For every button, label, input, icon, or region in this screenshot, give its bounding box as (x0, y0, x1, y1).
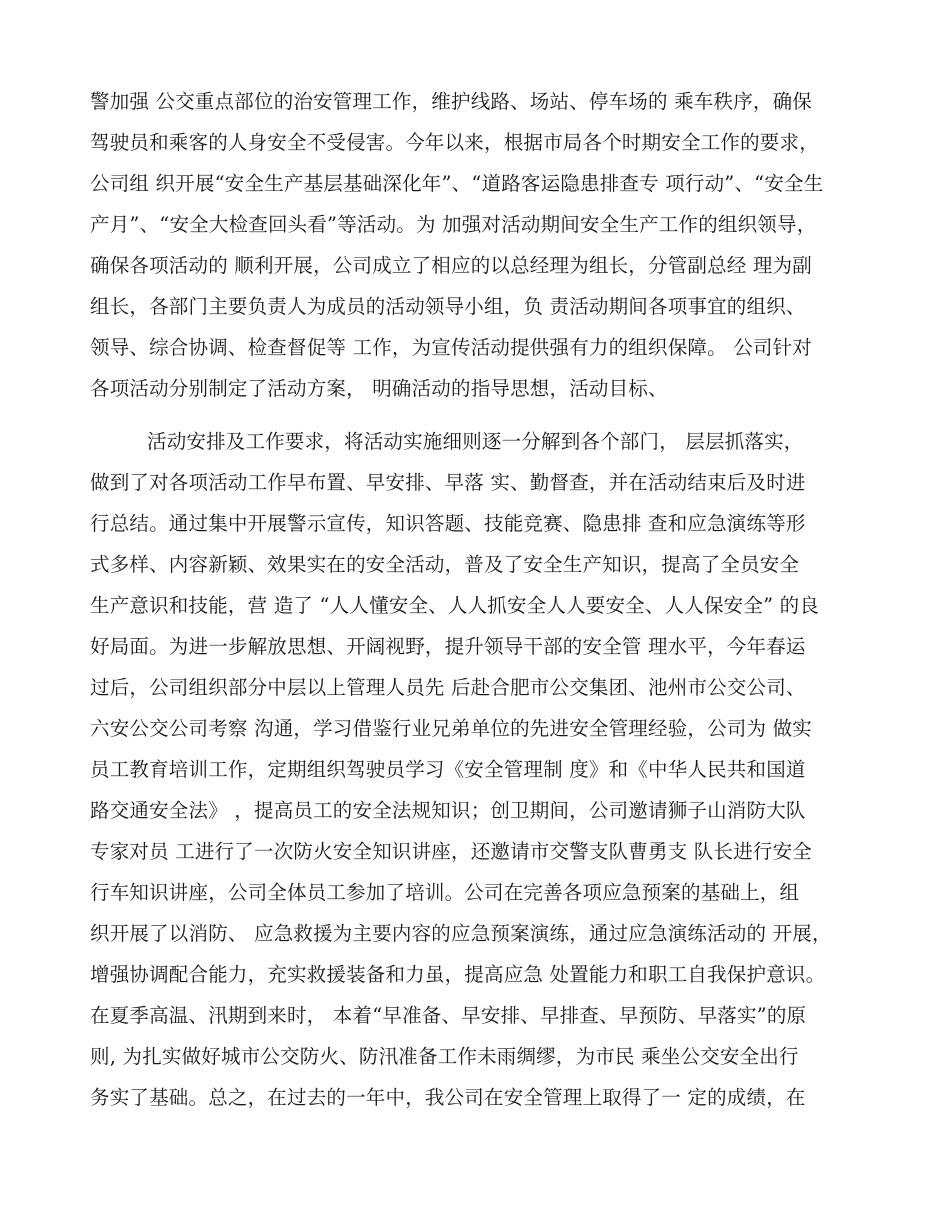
text-line: 路交通安全法》 ，提高员工的安全法规知识；创卫期间，公司邀请狮子山消防大队 (90, 799, 806, 822)
text-line: 组长，各部门主要负责人为成员的活动领导小组，负 责活动期间各项事宜的组织、 (90, 295, 806, 318)
text-line: 各项活动分别制定了活动方案， 明确活动的指导思想，活动目标、 (90, 377, 668, 400)
text-line: 确保各项活动的 顺利开展，公司成立了相应的以总经理为组长，分管副总经 理为副 (90, 254, 812, 277)
text-line: 织开展了以消防、 应急救援为主要内容的应急预案演练，通过应急演练活动的 开展， (90, 922, 832, 945)
text-line: 式多样、内容新颖、效果实在的安全活动，普及了安全生产知识，提高了全员安全 (90, 553, 800, 576)
text-line: 员工教育培训工作，定期组织驾驶员学习《安全管理制 度》和《中华人民共和国道 (90, 758, 806, 781)
text-line: 增强协调配合能力，充实救援装备和力虽，提高应急 处置能力和职工自我保护意识。 (90, 963, 826, 986)
text-line: 务实了基础。总之，在过去的一年中，我公司在安全管理上取得了一 定的成绩，在 (90, 1086, 806, 1109)
text-line: 警加强 公交重点部位的治安管理工作，维护线路、场站、停车场的 乘车秩序，确保 (90, 90, 812, 113)
text-line: 做到了对各项活动工作早布置、早安排、早落 实、勤督查，并在活动结束后及时进 (90, 471, 806, 494)
text-line: 生产意识和技能，营 造了 “人人懂安全、人人抓安全人人要安全、人人保安全” 的良 (90, 594, 820, 617)
text-line: 行车知识讲座，公司全体员工参加了培训。公司在完善各项应急预案的基础上，组 (90, 881, 800, 904)
text-line: 公司组 织开展“安全生产基层基础深化年”、“道路客运隐患排查专 项行动”、“安全生 (90, 172, 824, 195)
text-line: 则, 为扎实做好城市公交防火、防汛准备工作未雨绸缪，为市民 乘坐公交安全出行 (90, 1045, 799, 1068)
text-line: 活动安排及工作要求，将活动实施细则逐一分解到各个部门， 层层抓落实， (147, 430, 804, 453)
text-line: 过后，公司组织部分中层以上管理人员先 后赴合肥市公交集团、池州市公交公司、 (90, 676, 806, 699)
text-line: 专家对员 工进行了一次防火安全知识讲座，还邀请市交警支队曹勇支 队长进行安全 (90, 840, 812, 863)
text-line: 行总结。通过集中开展警示宣传，知识答题、技能竞赛、隐患排 查和应急演练等形 (90, 512, 806, 535)
text-line: 产月”、“安全大检查回头看”等活动。为 加强对活动期间安全生产工作的组织领导， (90, 213, 817, 236)
text-line: 领导、综合协调、检查督促等 工作，为宣传活动提供强有力的组织保障。 公司针对 (90, 336, 812, 359)
text-line: 驾驶员和乘客的人身安全不受侵害。今年以来，根据市局各个时期安全工作的要求， (90, 131, 819, 154)
text-line: 六安公交公司考察 沟通，学习借鉴行业兄弟单位的先进安全管理经验，公司为 做实 (90, 717, 812, 740)
text-line: 好局面。为进一步解放思想、开阔视野，提升领导干部的安全管 理水平，今年春运 (90, 635, 806, 658)
text-line: 在夏季高温、汛期到来时， 本着“早准备、早安排、早排查、早预防、早落实”的原 (90, 1004, 807, 1027)
